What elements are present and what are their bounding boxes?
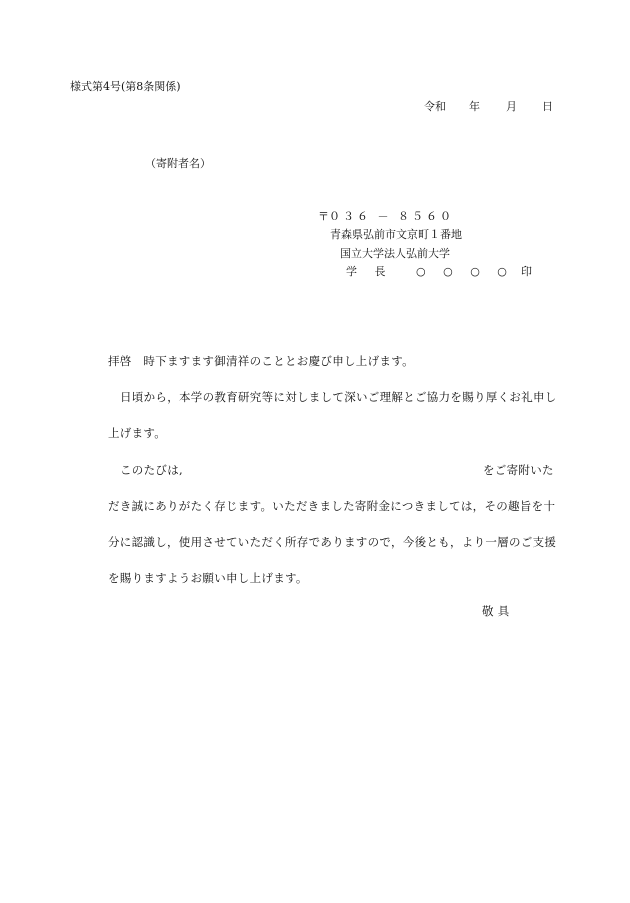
paragraph-1-line-2: 上げます。 (108, 426, 167, 440)
sender-title: 学 長 (346, 265, 393, 278)
month-unit: 月 (506, 100, 517, 113)
paragraph-2-line-1-end: をご寄附いた (483, 463, 554, 477)
greeting: 拝啓 時下ますます御清祥のこととお慶び申し上げます。 (108, 354, 414, 368)
seal-mark: 印 (521, 265, 532, 278)
form-number: 様式第4号(第8条関係) (70, 80, 181, 93)
postal-code: ０３６ － ８５６０ (329, 210, 454, 223)
paragraph-1-line-1: 日頃から，本学の教育研究等に対しまして深いご理解とご協力を賜り厚くお礼申し (120, 390, 557, 404)
donor-name-label: （寄附者名） (145, 157, 211, 170)
sender-address: 青森県弘前市文京町１番地 (330, 228, 462, 241)
paragraph-2-line-1-start: このたびは, (120, 463, 183, 477)
sender-signature-line (346, 265, 393, 279)
era-label: 令和 (424, 100, 446, 113)
day-unit: 日 (542, 100, 553, 113)
paragraph-2-line-2: だき誠にありがたく存じます。いただきました寄附金につきましては，その趣旨を十 (108, 499, 556, 513)
sender-organization: 国立大学法人弘前大学 (340, 247, 450, 260)
paragraph-2-line-4: を賜りますようお願い申し上げます。 (108, 571, 308, 585)
sender-name-placeholder: ○ ○ ○ ○ (416, 265, 514, 278)
postal-mark: 〒 (318, 210, 329, 223)
paragraph-2-line-3: 分に認識し，使用させていただく所存でありますので，今後とも，より一層のご支援 (108, 535, 557, 549)
postal-line (318, 210, 454, 224)
closing: 敬 具 (482, 604, 510, 618)
year-unit: 年 (469, 100, 480, 113)
